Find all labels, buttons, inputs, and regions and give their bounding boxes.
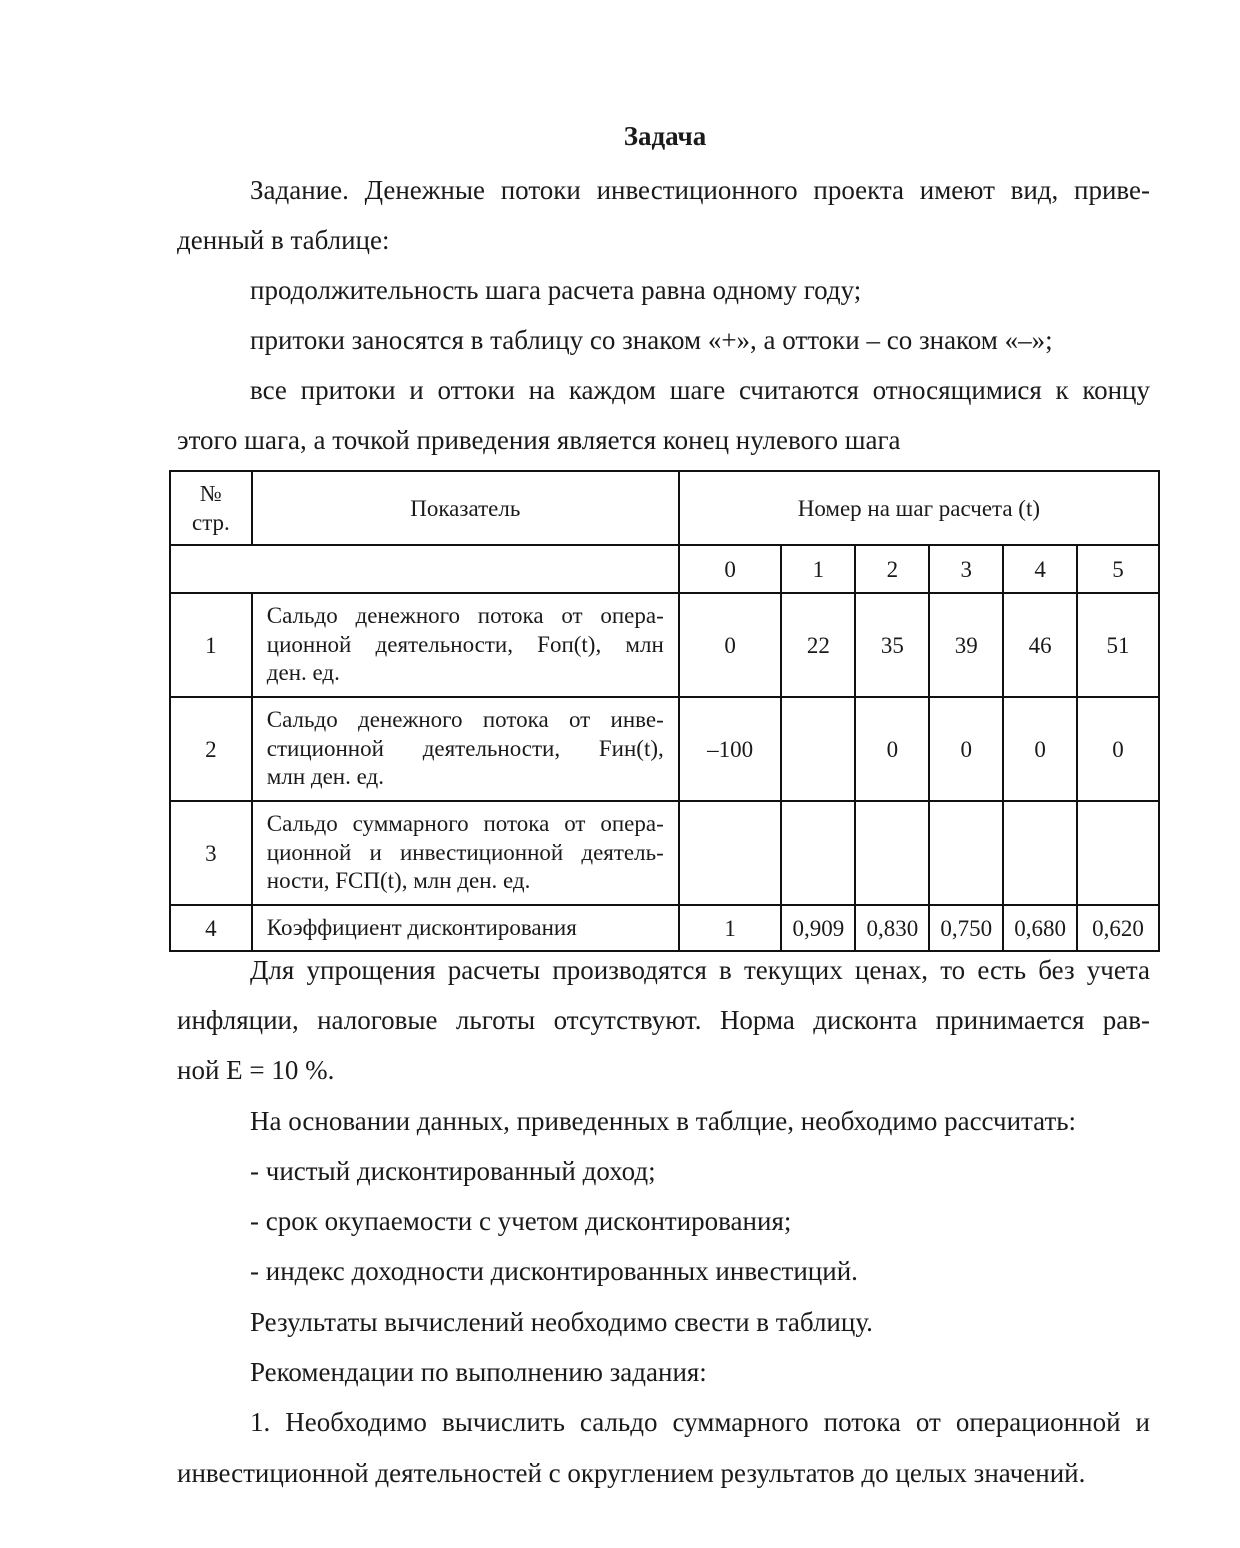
row-indicator — [252, 697, 679, 801]
after-line-8: Результаты вычислений необходимо свести в таблицу. — [250, 1307, 873, 1337]
after-line-5: - чистый дисконтированный доход; — [250, 1156, 656, 1186]
table-row — [170, 697, 1159, 801]
row-value: 0,750 — [929, 905, 1003, 951]
row-indicator-line: млн ден. ед. — [266, 764, 384, 790]
row-indicator: Коэффициент дисконтирования — [252, 905, 679, 951]
row-indicator-line: ден. ед. — [266, 660, 340, 686]
row-value: 0,680 — [1003, 905, 1077, 951]
row-value: 39 — [929, 593, 1003, 697]
row-value: 0,909 — [781, 905, 855, 951]
row-num: 2 — [170, 697, 252, 801]
after-line-1: Для упрощения расчеты производятся в текущих ценах, то есть без учета — [250, 955, 1150, 985]
table-row — [170, 801, 1159, 905]
row-value: –100 — [679, 697, 782, 801]
header-num-line-2: стр. — [192, 510, 230, 535]
row-value — [781, 697, 855, 801]
header-indicator: Показатель — [252, 471, 679, 545]
row-value: 0 — [679, 593, 782, 697]
table-row — [170, 593, 1159, 697]
row-indicator — [252, 593, 679, 697]
header-num — [170, 471, 252, 545]
row-indicator-line: Сальдо денежного потока от инве- — [266, 707, 664, 733]
table-step-row — [170, 545, 1159, 593]
row-indicator — [252, 801, 679, 905]
row-value — [929, 801, 1003, 905]
row-value — [781, 801, 855, 905]
row-value: 0,620 — [1077, 905, 1159, 951]
step-row-blank — [170, 545, 679, 593]
after-line-9: Рекомендации по выполнению задания: — [250, 1357, 707, 1387]
row-value: 1 — [679, 905, 782, 951]
header-steps: Номер на шаг расчета (t) — [679, 471, 1159, 545]
step-label: 2 — [855, 545, 929, 593]
row-value: 0 — [1003, 697, 1077, 801]
intro-line-1: Задание. Денежные потоки инвестиционного проекта имеют вид, приве- — [250, 175, 1150, 205]
after-line-11: инвестиционной деятельностей с округлением результатов до целых значений. — [177, 1458, 1086, 1488]
after-line-2: инфляции, налоговые льготы отсутствуют. Норма дисконта принимается рав- — [177, 1005, 1150, 1035]
after-line-6: - срок окупаемости с учетом дисконтирования; — [250, 1206, 792, 1236]
after-line-3: ной Е = 10 %. — [177, 1055, 335, 1085]
row-value: 35 — [855, 593, 929, 697]
header-num-line-1: № — [199, 481, 222, 506]
row-value: 46 — [1003, 593, 1077, 697]
intro-line-4: притоки заносятся в таблицу со знаком «+», а оттоки – со знаком «–»; — [250, 325, 1053, 355]
row-value — [679, 801, 782, 905]
step-label: 3 — [929, 545, 1003, 593]
page-title: Задача — [623, 121, 707, 151]
row-value: 22 — [781, 593, 855, 697]
row-num: 4 — [170, 905, 252, 951]
step-label: 0 — [679, 545, 782, 593]
intro-line-2: денный в таблице: — [177, 225, 390, 255]
step-label: 5 — [1077, 545, 1159, 593]
row-value — [1003, 801, 1077, 905]
after-line-7: - индекс доходности дисконтированных инвестиций. — [250, 1256, 858, 1286]
after-line-10: 1. Необходимо вычислить сальдо суммарного потока от операционной и — [250, 1407, 1150, 1437]
row-value — [1077, 801, 1159, 905]
intro-line-6: этого шага, а точкой приведения является конец нулевого шага — [177, 425, 901, 455]
row-value: 0 — [855, 697, 929, 801]
row-value — [855, 801, 929, 905]
row-indicator-line: стиционной деятельности, Fин(t), — [266, 735, 664, 761]
intro-line-3: продолжительность шага расчета равна одному году; — [250, 275, 862, 305]
row-indicator-line: Сальдо суммарного потока от опера- — [266, 811, 664, 837]
step-label: 4 — [1003, 545, 1077, 593]
row-indicator-line: Сальдо денежного потока от опера- — [266, 603, 664, 629]
step-label: 1 — [781, 545, 855, 593]
row-value: 0 — [929, 697, 1003, 801]
intro-line-5: все притоки и оттоки на каждом шаге считаются относящимися к концу — [250, 375, 1150, 405]
row-indicator-line: ционной и инвестиционной деятель- — [266, 839, 664, 865]
row-value: 0,830 — [855, 905, 929, 951]
cash-flow-table — [169, 470, 1160, 952]
row-value: 51 — [1077, 593, 1159, 697]
row-value: 0 — [1077, 697, 1159, 801]
after-line-4: На основании данных, приведенных в таблцие, необходимо рассчитать: — [250, 1106, 1077, 1136]
table-row — [170, 905, 1159, 951]
row-indicator-line: ционной деятельности, Fоп(t), млн — [266, 631, 664, 657]
table-header-row — [170, 471, 1159, 545]
row-num: 1 — [170, 593, 252, 697]
row-num: 3 — [170, 801, 252, 905]
row-indicator-line: ности, FСП(t), млн ден. ед. — [266, 868, 531, 894]
